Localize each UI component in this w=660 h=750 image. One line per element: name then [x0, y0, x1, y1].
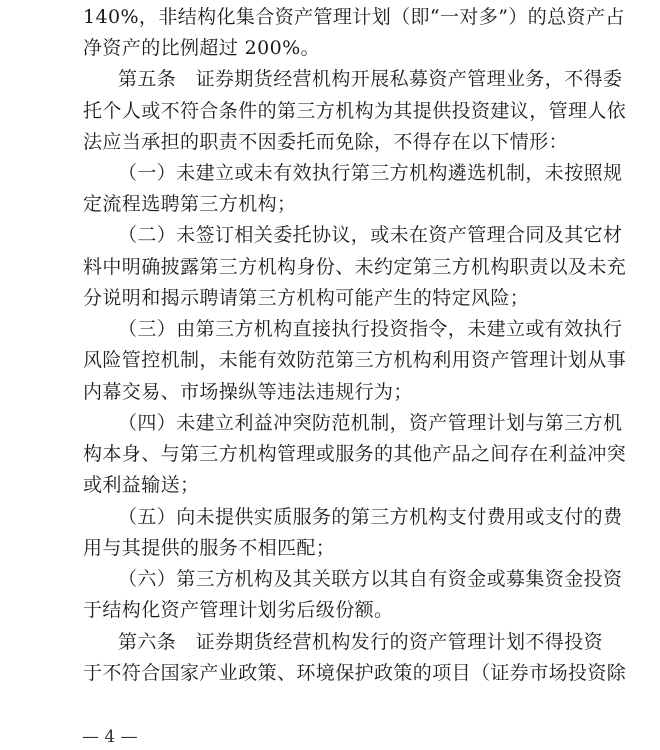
text-line: 用与其提供的服务不相匹配； [83, 537, 336, 559]
article-5-heading-line: 第五条 证券期货经营机构开展私募资产管理业务，不得委 [118, 68, 623, 90]
clause-5-line: （五）向未提供实质服务的第三方机构支付费用或支付的费 [118, 506, 623, 528]
text-line: 内幕交易、市场操纵等违法违规行为； [83, 381, 413, 403]
clause-3-line: （三）由第三方机构直接执行投资指令，未建立或有效执行 [118, 318, 623, 340]
text-line: 风险管控机制，未能有效防范第三方机构利用资产管理计划从事 [83, 349, 627, 371]
text-line: 或利益输送； [83, 474, 200, 496]
clause-6-line: （六）第三方机构及其关联方以其自有资金或募集资金投资 [118, 568, 623, 590]
article-6-heading-line: 第六条 证券期货经营机构发行的资产管理计划不得投资 [118, 631, 604, 653]
clause-4-line: （四）未建立利益冲突防范机制，资产管理计划与第三方机 [118, 412, 623, 434]
text-line: 分说明和揭示聘请第三方机构可能产生的特定风险； [83, 287, 530, 309]
text-line: 定流程选聘第三方机构； [83, 193, 297, 215]
text-line: 法应当承担的职责不因委托而免除，不得存在以下情形： [83, 131, 569, 153]
text-line: 料中明确披露第三方机构身份、未约定第三方机构职责以及未充 [83, 256, 627, 278]
text-line: 构本身、与第三方机构管理或服务的其他产品之间存在利益冲突 [83, 443, 627, 465]
text-line: 净资产的比例超过 200%。 [83, 37, 320, 59]
text-line: 托个人或不符合条件的第三方机构为其提供投资建议，管理人依 [83, 100, 627, 122]
text-line: 于不符合国家产业政策、环境保护政策的项目（证券市场投资除 [83, 662, 627, 684]
text-line: 140%，非结构化集合资产管理计划（即“一对多”）的总资产占 [83, 6, 625, 28]
text-line: 于结构化资产管理计划劣后级份额。 [83, 599, 394, 621]
page-number: — 4 — [82, 727, 138, 747]
clause-2-line: （二）未签订相关委托协议，或未在资产管理合同及其它材 [118, 224, 623, 246]
clause-1-line: （一）未建立或未有效执行第三方机构遴选机制，未按照规 [118, 162, 623, 184]
